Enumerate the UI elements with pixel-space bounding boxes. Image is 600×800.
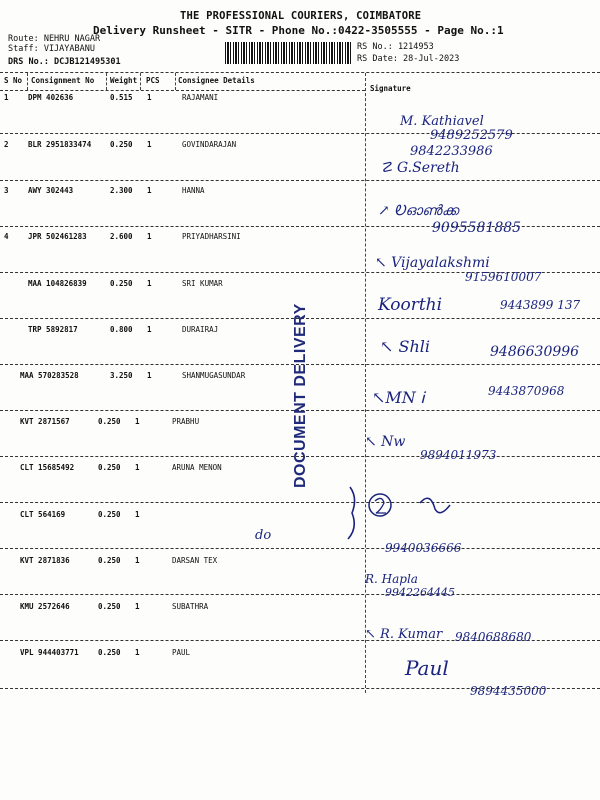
row-consignee: PAUL (172, 648, 191, 657)
handwritten-phone: 9443870968 (488, 384, 565, 398)
row-consignment-no: BLR 2951833474 (28, 140, 92, 149)
row-weight: 0.250 (98, 417, 121, 426)
row-sno: 1 (4, 93, 9, 102)
col-header-weight: Weight (110, 76, 138, 85)
handwritten-phone: 9443899 137 (500, 298, 581, 312)
handwritten-signature: ↖ Vijayalakshmi (375, 255, 490, 271)
handwritten-name: Koorthi (378, 295, 443, 315)
handwritten-phone: 9095581885 (432, 220, 522, 236)
row-weight: 0.250 (98, 602, 121, 611)
row-pcs: 1 (135, 602, 140, 611)
col-header-consignment: Consignment No (31, 76, 95, 85)
row-consignee: GOVINDARAJAN (182, 140, 237, 149)
row-sno: 2 (4, 140, 9, 149)
row-consignment-no: AWY 302443 (28, 186, 74, 195)
runsheet-title: Delivery Runsheet - SITR - Phone No.:0422-3505555 - Page No.:1 (93, 24, 504, 37)
row-consignment-no: TRP 5892817 (28, 325, 78, 334)
row-consignment-no: VPL 944403771 (20, 648, 79, 657)
divider (0, 72, 600, 73)
handwritten-signature: ☡ G.Sereth (380, 160, 460, 176)
row-consignment-no: CLT 15685492 (20, 463, 75, 472)
rs-date: RS Date: 28-Jul-2023 (357, 54, 460, 64)
row-consignee: SRI KUMAR (182, 279, 223, 288)
row-pcs: 1 (135, 417, 140, 426)
row-consignment-no: KVT 2871567 (20, 417, 70, 426)
drs-number: DRS No.: DCJB121495301 (8, 57, 121, 67)
row-weight: 0.250 (98, 463, 121, 472)
handwritten-signature: ↖ Shli (380, 337, 430, 356)
row-consignee: HANNA (182, 186, 205, 195)
row-pcs: 1 (147, 186, 152, 195)
barcode-image (225, 42, 353, 64)
col-header-signature: Signature (370, 84, 411, 93)
row-consignment-no: KVT 2871836 (20, 556, 70, 565)
handwritten-phone: 9486630996 (490, 344, 580, 360)
row-consignment-no: MAA 104826839 (28, 279, 87, 288)
handwritten-name: M. Kathiavel (400, 114, 484, 129)
row-pcs: 1 (135, 463, 140, 472)
handwritten-signature: ↖ Nw (365, 434, 406, 450)
col-header-consignee: Consignee Details (178, 76, 255, 85)
row-pcs: 1 (147, 232, 152, 241)
row-sno: 4 (4, 232, 9, 241)
row-weight: 2.300 (110, 186, 133, 195)
handwritten-name: R. Hapla (365, 572, 418, 586)
route-label: Route: NEHRU NAGAR (8, 34, 101, 44)
row-consignment-no: CLT 564169 (20, 510, 66, 519)
row-weight: 2.600 (110, 232, 133, 241)
handwritten-phone: 9940036666 (385, 541, 462, 555)
row-weight: 0.250 (110, 279, 133, 288)
row-consignee: PRIYADHARSINI (182, 232, 241, 241)
row-weight: 0.250 (98, 510, 121, 519)
handwritten-phone: 9159610007 (465, 270, 542, 284)
divider (365, 73, 366, 693)
handwritten-phone: 9840688680 (455, 630, 532, 644)
bracket-signature (340, 483, 460, 547)
document-delivery-stamp: DOCUMENT DELIVERY (292, 303, 309, 488)
row-consignee: SUBATHRA (172, 602, 209, 611)
rs-number: RS No.: 1214953 (357, 42, 434, 52)
divider (140, 73, 141, 90)
row-pcs: 1 (147, 93, 152, 102)
row-divider (0, 180, 600, 181)
row-consignment-no: MAA 570283528 (20, 371, 79, 380)
row-consignee: SHANMUGASUNDAR (182, 371, 246, 380)
divider (106, 73, 107, 90)
row-weight: 0.800 (110, 325, 133, 334)
row-weight: 0.515 (110, 93, 133, 102)
row-pcs: 1 (147, 140, 152, 149)
row-consignee: DARSAN TEX (172, 556, 218, 565)
row-weight: 0.250 (98, 556, 121, 565)
divider (0, 90, 365, 91)
col-header-pcs: PCS (146, 76, 160, 85)
row-divider (0, 502, 600, 503)
row-weight: 0.250 (98, 648, 121, 657)
row-divider (0, 548, 600, 549)
row-pcs: 1 (135, 648, 140, 657)
row-weight: 3.250 (110, 371, 133, 380)
handwritten-name: Paul (405, 656, 449, 680)
row-consignment-no: KMU 2572646 (20, 602, 70, 611)
row-sno: 3 (4, 186, 9, 195)
handwritten-phone: 9489252579 (430, 128, 513, 143)
row-pcs: 1 (147, 371, 152, 380)
row-consignee: PRABHU (172, 417, 200, 426)
handwritten-signature: ↖MN Ꭵ (372, 388, 425, 407)
col-header-sno: S No (4, 76, 23, 85)
row-pcs: 1 (147, 325, 152, 334)
row-weight: 0.250 (110, 140, 133, 149)
row-pcs: 1 (135, 510, 140, 519)
row-pcs: 1 (147, 279, 152, 288)
handwritten-phone: 9842233986 (410, 144, 493, 159)
handwritten-phone: 9894011973 (420, 448, 497, 462)
divider (175, 73, 176, 90)
row-divider (0, 594, 600, 595)
row-consignment-no: JPR 502461283 (28, 232, 87, 241)
staff-label: Staff: VIJAYABANU (8, 44, 95, 54)
handwritten-signature: ↖ R. Kumar (365, 627, 443, 642)
ditto-mark: do (255, 528, 272, 543)
handwritten-signature: ↗ Ꭷഓൺക്ക (378, 203, 459, 219)
row-consignee: DURAIRAJ (182, 325, 219, 334)
divider (27, 73, 28, 90)
row-consignment-no: DPM 402636 (28, 93, 74, 102)
row-consignee: ARUNA MENON (172, 463, 222, 472)
company-name: THE PROFESSIONAL COURIERS, COIMBATORE (180, 10, 422, 22)
row-pcs: 1 (135, 556, 140, 565)
handwritten-phone: 9942264445 (385, 586, 455, 599)
row-consignee: RAJAMANI (182, 93, 219, 102)
handwritten-phone: 9894435000 (470, 684, 547, 698)
